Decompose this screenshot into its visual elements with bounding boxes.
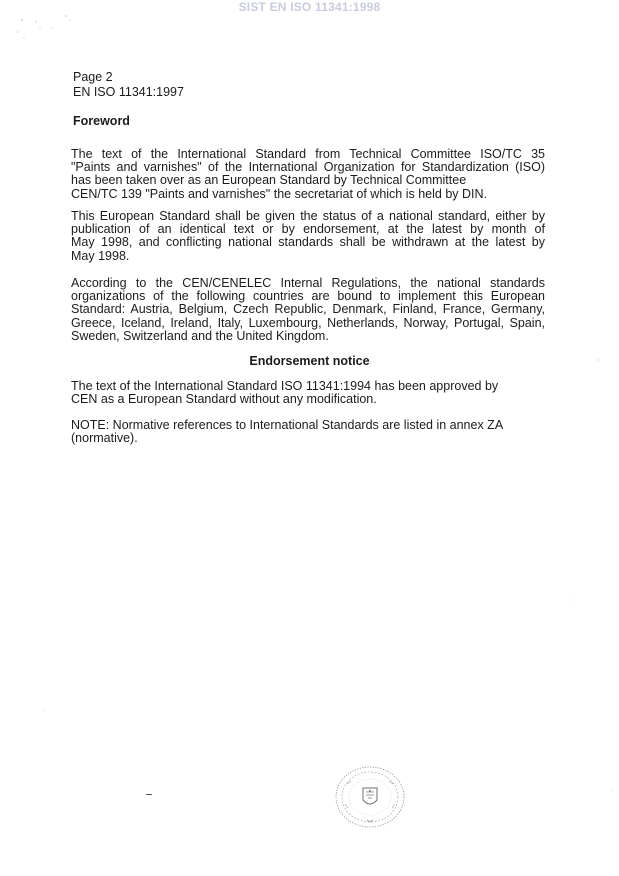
standard-number: EN ISO 11341:1997 xyxy=(73,84,184,99)
foreword-paragraph-3 xyxy=(71,277,545,343)
endorsement-paragraph-1 xyxy=(71,380,545,406)
page-header xyxy=(73,70,184,99)
text-line: Standard: Austria, Belgium, Czech Republic, Denmark, Finland, France, Germany, xyxy=(71,302,545,317)
text-line: organizations of the following countries are bound to implement this European xyxy=(71,289,545,304)
text-line: "Paints and varnishes" of the International Organization for Standardization (ISO) xyxy=(71,160,545,175)
text-line: has been taken over as an European Standard by Technical Committee xyxy=(71,173,467,188)
text-line: May 1998, and conflicting national standards shall be withdrawn at the latest by xyxy=(71,235,545,250)
text-line: Greece, Iceland, Ireland, Italy, Luxembourg, Netherlands, Norway, Portugal, Spain, xyxy=(71,315,545,330)
text-line: The text of the International Standard from Technical Committee ISO/TC 35 xyxy=(71,147,545,161)
endorsement-note xyxy=(71,419,545,445)
text-line: NOTE: Normative references to International Standards are listed in annex ZA xyxy=(71,418,504,432)
page-number: Page 2 xyxy=(73,70,113,84)
text-line: publication of an identical text or by endorsement, at the latest by month of xyxy=(71,222,545,237)
text-line: The text of the International Standard ISO 11341:1994 has been approved by xyxy=(71,379,499,393)
foreword-paragraph-2 xyxy=(71,210,545,263)
text-line: May 1998. xyxy=(71,248,130,263)
foreword-heading: Foreword xyxy=(73,114,130,128)
text-line: According to the CEN/CENELEC Internal Regulations, the national standards xyxy=(71,276,545,290)
endorsement-heading: Endorsement notice xyxy=(249,354,370,368)
official-seal-icon xyxy=(333,764,407,830)
text-line: CEN as a European Standard without any modification. xyxy=(71,392,377,407)
text-line: (normative). xyxy=(71,431,138,446)
text-line: This European Standard shall be given the status of a national standard, either by xyxy=(71,209,545,223)
foreword-paragraph-1 xyxy=(71,148,545,201)
watermark: SIST EN ISO 11341:1998 xyxy=(238,0,381,14)
scan-mark xyxy=(146,794,152,795)
text-line: CEN/TC 139 "Paints and varnishes" the secretariat of which is held by DIN. xyxy=(71,186,488,201)
text-line: Sweden, Switzerland and the United Kingdom. xyxy=(71,328,329,343)
